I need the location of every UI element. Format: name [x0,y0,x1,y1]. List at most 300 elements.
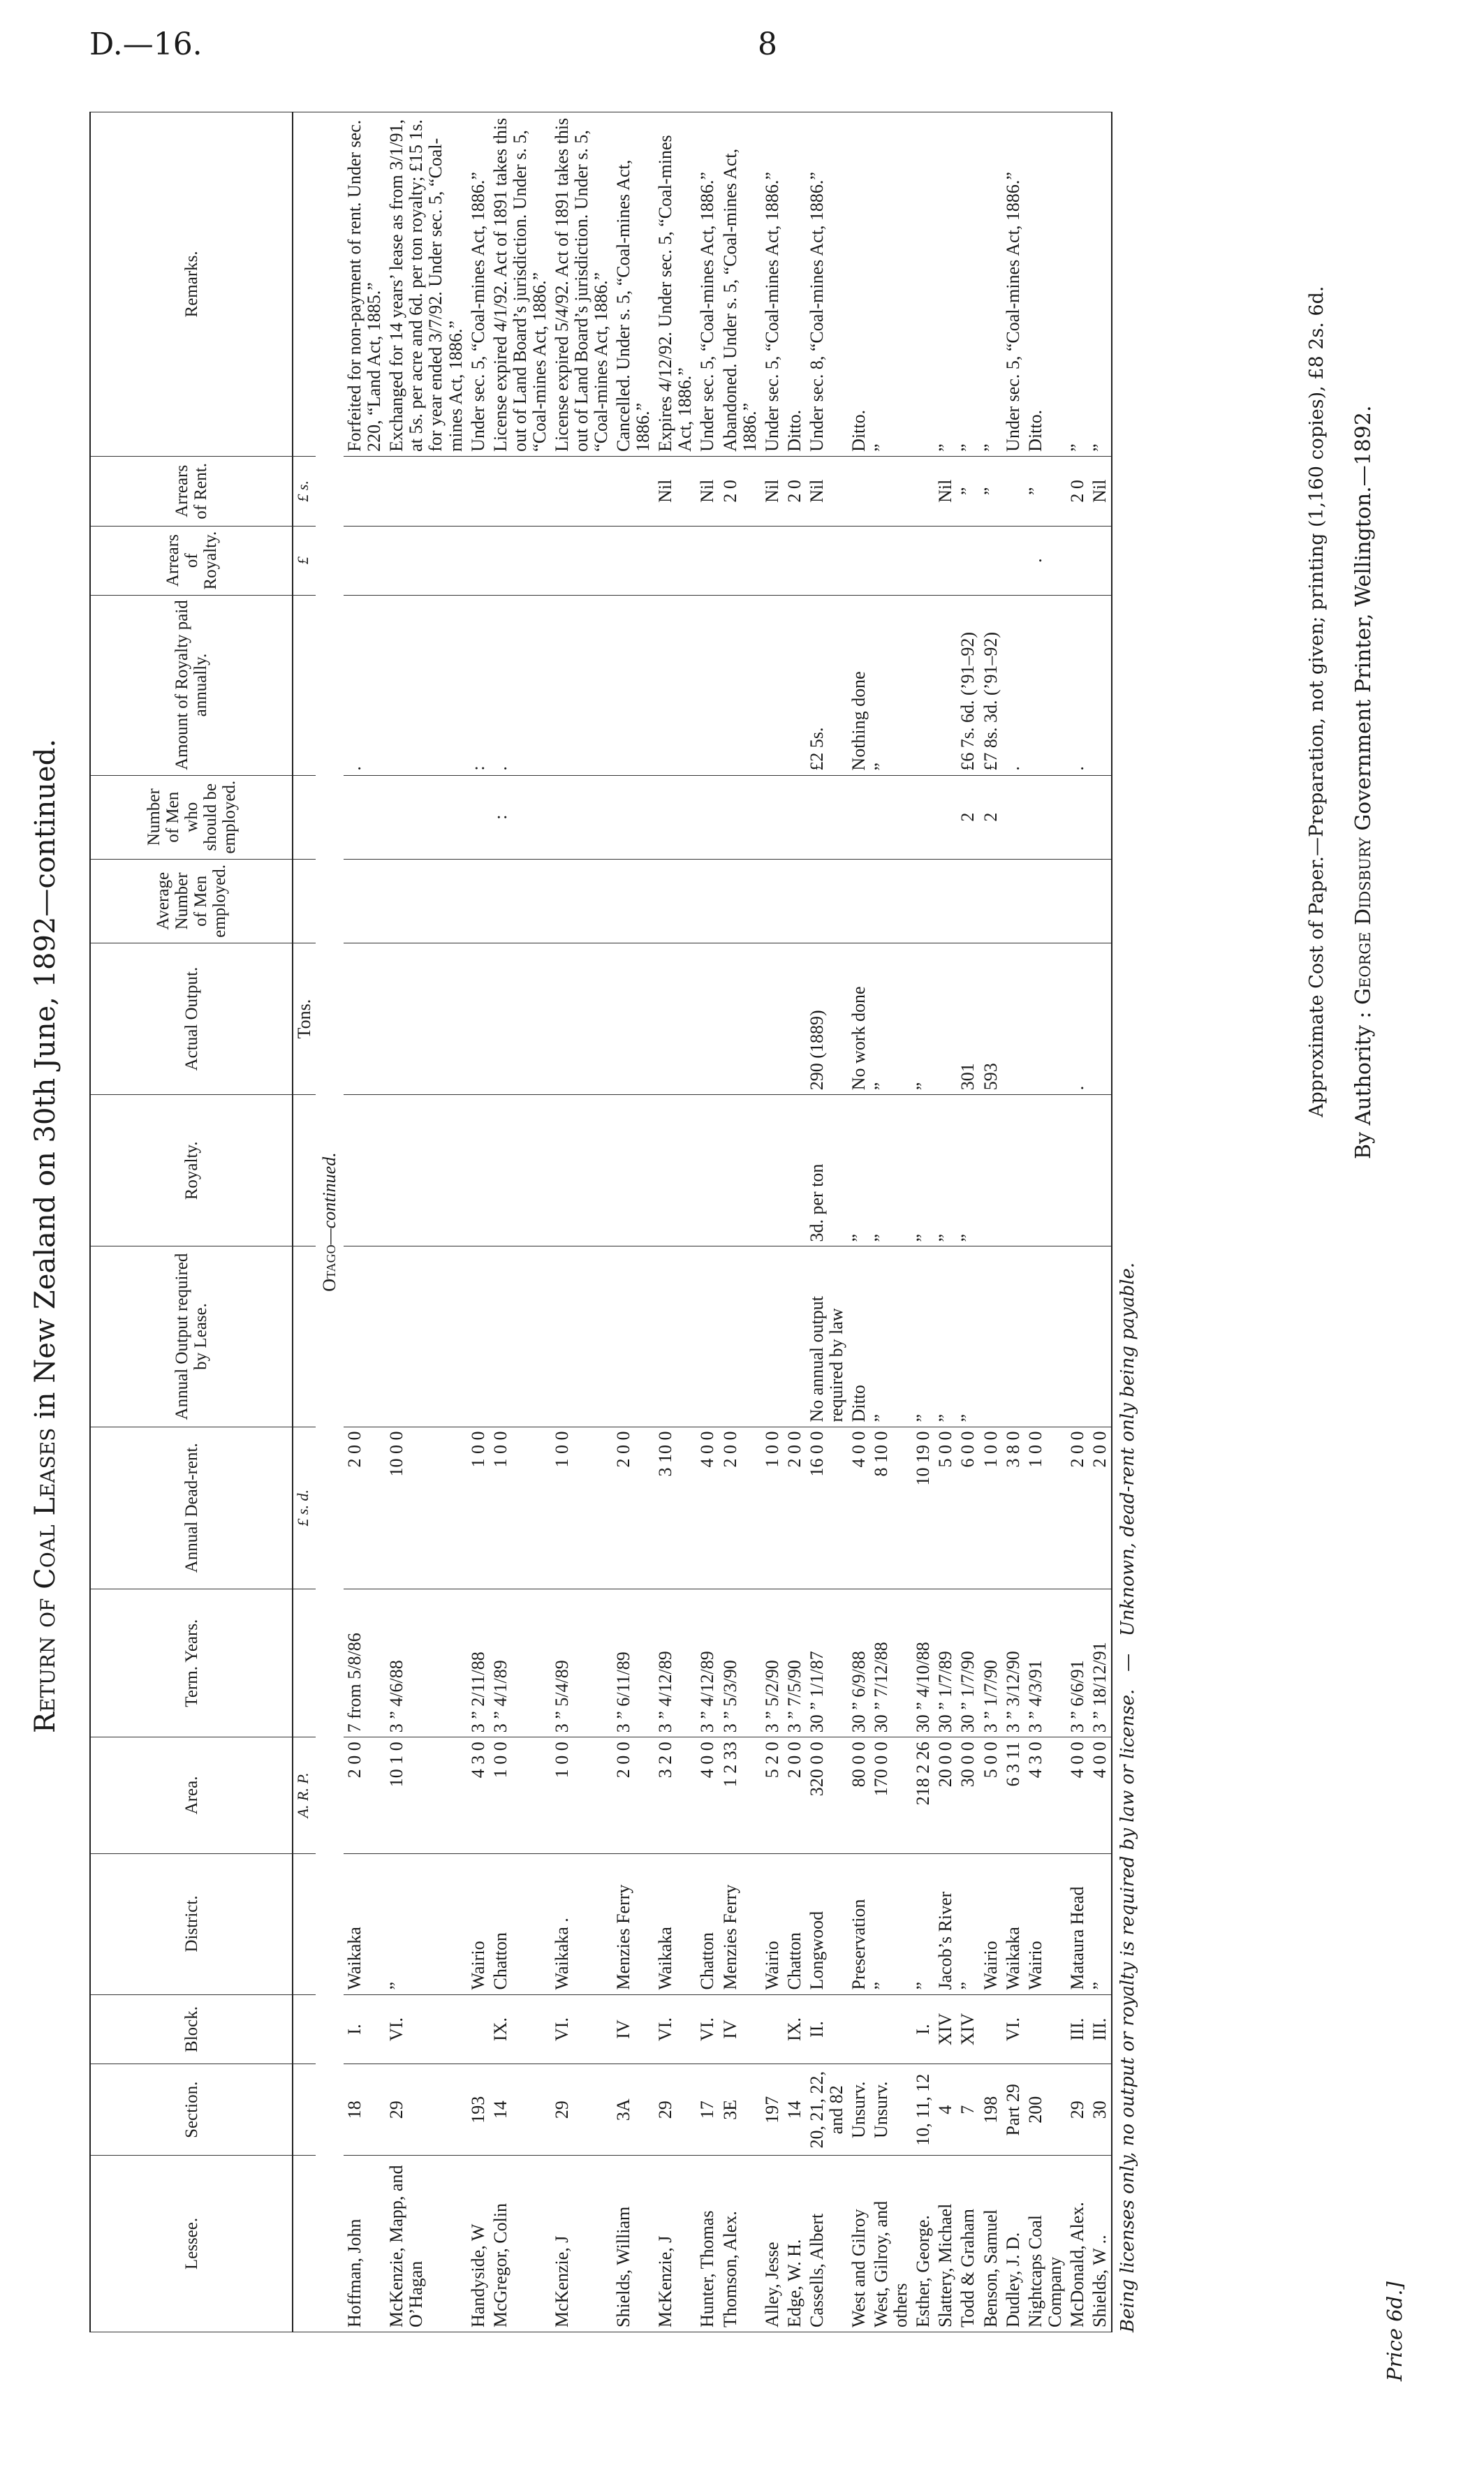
cell-royalty-paid [654,595,696,775]
cell-actual [1089,943,1112,1094]
cell-men-should: 2 [957,775,979,859]
cell-area: 2 0 0 [344,1737,385,1853]
cell-block [870,1994,912,2064]
cell-avg-men [848,859,870,943]
cell-block: VI. [654,1994,696,2064]
cell-actual [719,943,761,1094]
cell-term: 30 ” 1/7/90 [957,1589,979,1737]
cell-royalty-paid [934,595,957,775]
cell-area: 1 0 0 [551,1737,612,1853]
cell-lessee: Shields, W .. [1089,2156,1112,2332]
cell-avg-men [761,859,784,943]
cell-term: 30 ” 1/7/89 [934,1589,957,1737]
cell-section: 4 [934,2064,957,2156]
cell-avg-men [870,859,912,943]
authority-line [1351,405,1376,1159]
col-arrears-rent: Arrears of Rent. [90,456,293,526]
cell-actual [784,943,806,1094]
cell-arr-rent: 2 0 [719,456,761,526]
cell-section: 17 [696,2064,719,2156]
col-term: Term. Years. [90,1589,293,1737]
cell-arr-royalty [806,526,848,595]
table-row [719,112,761,2332]
cell-district: Chatton [784,1853,806,1994]
cell-arr-royalty [934,526,957,595]
cell-men-should [1002,775,1024,859]
cell-block: VI. [551,1994,612,2064]
cell-section: 3A [612,2064,654,2156]
cell-arr-royalty [612,526,654,595]
cell-block: I. [912,1994,934,2064]
cell-actual [761,943,784,1094]
cell-arr-rent [467,456,490,526]
cell-arr-rent: Nil [806,456,848,526]
price: Price 6d.] [1383,2281,1406,2381]
cell-avg-men [385,859,466,943]
cell-royalty-paid [912,595,934,775]
cell-term: 3 ” 5/3/90 [719,1589,761,1737]
cell-dead-rent: 3 8 0 [1002,1427,1024,1589]
cell-avg-men [719,859,761,943]
cell-dead-rent: 6 0 0 [957,1427,979,1589]
cell-remarks: Ditto. [848,112,870,457]
cell-section: 198 [980,2064,1002,2156]
cell-remarks: Under sec. 5, “Coal-mines Act, 1886.” [761,112,784,457]
cell-dead-rent: 2 0 0 [344,1427,385,1589]
table-row [696,112,719,2332]
cell-men-should [848,775,870,859]
cell-avg-men [934,859,957,943]
cell-block [1024,1994,1066,2064]
cell-area: 170 0 0 [870,1737,912,1853]
cell-dead-rent: 4 0 0 [848,1427,870,1589]
table-row [344,112,385,2332]
cell-royalty-paid: ” [870,595,912,775]
cell-actual [467,943,490,1094]
cell-section: Unsurv. [870,2064,912,2156]
cell-area: 4 0 0 [1089,1737,1112,1853]
cell-district: Mataura Head [1066,1853,1089,1994]
cell-actual: ” [870,943,912,1094]
cell-royalty-paid [761,595,784,775]
cell-area: 2 0 0 [612,1737,654,1853]
cell-avg-men [1002,859,1024,943]
cell-men-should [612,775,654,859]
cell-royalty [719,1095,761,1246]
cell-men-should [870,775,912,859]
cell-output-req [761,1246,784,1427]
cell-dead-rent: 2 0 0 [612,1427,654,1589]
cell-term: 30 ” 4/10/88 [912,1589,934,1737]
cell-actual [934,943,957,1094]
cell-lessee: McKenzie, Mapp, and O’Hagan [385,2156,466,2332]
cell-term: 3 ” 5/2/90 [761,1589,784,1737]
cell-dead-rent: 3 10 0 [654,1427,696,1589]
cell-remarks: License expired 4/1/92. Act of 1891 takes this out of Land Board’s jurisdiction. Under s. 5, “Coal-mines Act, 1886.” [490,112,551,457]
cell-avg-men [696,859,719,943]
cell-arr-rent: ” [980,456,1002,526]
unit-arrears-rent: £ s. [293,456,316,526]
cell-royalty-paid: . [490,595,551,775]
cell-term: 3 ” 3/12/90 [1002,1589,1024,1737]
cell-lessee: Esther, George. [912,2156,934,2332]
cell-output-req: ” [957,1246,979,1427]
cell-lessee: Handyside, W [467,2156,490,2332]
cell-lessee: Nightcaps Coal Company [1024,2156,1066,2332]
cell-section: Unsurv. [848,2064,870,2156]
cell-output-req [490,1246,551,1427]
cell-remarks: Ditto. [1024,112,1066,457]
cell-royalty-paid: £6 7s. 6d. (’91–92) [957,595,979,775]
units-cell [293,775,316,859]
cell-royalty: ” [870,1095,912,1246]
cell-royalty: ” [934,1095,957,1246]
cell-lessee: Alley, Jesse [761,2156,784,2332]
cell-actual: 290 (1889) [806,943,848,1094]
cell-section: 30 [1089,2064,1112,2156]
cell-arr-royalty [719,526,761,595]
cell-royalty [980,1095,1002,1246]
cell-district: Waikaka [344,1853,385,1994]
authority-suffix: Government Printer, Wellington.—1892. [1351,405,1376,838]
cell-district: Menzies Ferry [719,1853,761,1994]
cell-lessee: McGregor, Colin [490,2156,551,2332]
cell-block: I. [344,1994,385,2064]
cell-men-should [654,775,696,859]
units-cell [293,1246,316,1427]
cell-term: 3 ” 7/5/90 [784,1589,806,1737]
cell-term: 30 ” 6/9/88 [848,1589,870,1737]
cell-term: 3 ” 2/11/88 [467,1589,490,1737]
cell-block [980,1994,1002,2064]
cell-royalty [612,1095,654,1246]
cell-area: 2 0 0 [784,1737,806,1853]
cell-term: 3 ” 6/6/91 [1066,1589,1089,1737]
cell-term: 7 from 5/8/86 [344,1589,385,1737]
cell-dead-rent: 4 0 0 [696,1427,719,1589]
col-district: District. [90,1853,293,1994]
col-remarks: Remarks. [90,112,293,457]
cell-royalty: ” [912,1095,934,1246]
cell-lessee: Shields, William [612,2156,654,2332]
col-avg-men: Average Number of Men employed. [90,859,293,943]
cell-district: ” [957,1853,979,1994]
cell-actual [696,943,719,1094]
cell-arr-royalty [1089,526,1112,595]
cell-avg-men [1066,859,1089,943]
cell-royalty-paid [696,595,719,775]
cell-area: 320 0 0 [806,1737,848,1853]
units-cell [293,1095,316,1246]
page-number: 8 [758,27,777,62]
cell-arr-rent: ” [957,456,979,526]
cell-district: ” [870,1853,912,1994]
cell-term: 3 ” 4/3/91 [1024,1589,1066,1737]
cell-avg-men [784,859,806,943]
table-row [490,112,551,2332]
cell-remarks: Under sec. 8, “Coal-mines Act, 1886.” [806,112,848,457]
cell-royalty-paid: £2 5s. [806,595,848,775]
cell-lessee: West, Gilroy, and others [870,2156,912,2332]
cell-arr-rent [848,456,870,526]
table-row [957,112,979,2332]
cell-men-should [784,775,806,859]
cell-arr-royalty [1002,526,1024,595]
cell-actual: 301 [957,943,979,1094]
cell-royalty: ” [848,1095,870,1246]
cell-arr-rent [385,456,466,526]
cell-royalty [761,1095,784,1246]
cell-remarks: Under sec. 5, “Coal-mines Act, 1886.” [1002,112,1024,457]
cell-output-req [696,1246,719,1427]
cell-arr-royalty [1066,526,1089,595]
cell-men-should [344,775,385,859]
cell-block: VI. [696,1994,719,2064]
cell-arr-royalty [912,526,934,595]
table-row [385,112,466,2332]
cell-output-req [654,1246,696,1427]
table-row [1089,112,1112,2332]
cell-district: ” [912,1853,934,1994]
cell-dead-rent: 1 0 0 [490,1427,551,1589]
cell-arr-royalty [385,526,466,595]
cell-remarks: ” [934,112,957,457]
cell-arr-royalty [957,526,979,595]
cell-royalty [654,1095,696,1246]
cell-lessee: Dudley, J. D. [1002,2156,1024,2332]
cell-arr-rent: ” [1024,456,1066,526]
coal-leases-table [89,112,1112,2332]
cell-lessee: Hunter, Thomas [696,2156,719,2332]
cell-actual [385,943,466,1094]
units-cell [293,1853,316,1994]
cell-block: II. [806,1994,848,2064]
cell-arr-royalty: . [1024,526,1066,595]
cost-note: Approximate Cost of Paper.—Preparation, not given; printing (1,160 copies), £8 2s. 6d. [1306,286,1328,1117]
col-royalty-paid: Amount of Royalty paid annually. [90,595,293,775]
cell-arr-rent [490,456,551,526]
cell-actual [551,943,612,1094]
cell-avg-men [912,859,934,943]
cell-lessee: West and Gilroy [848,2156,870,2332]
cell-royalty [344,1095,385,1246]
cell-remarks: ” [957,112,979,457]
cell-district: Wairio [1024,1853,1066,1994]
cell-arr-royalty [490,526,551,595]
cell-term: 3 ” 4/6/88 [385,1589,466,1737]
table-row [1024,112,1066,2332]
cell-remarks: Exchanged for 14 years’ lease as from 3/1/91, at 5s. per acre and 6d. per ton royalty; £15 1s. for year ended 3/7/92. Under sec. 5, “Coal-mines Act, 1886.” [385,112,466,457]
units-cell [293,1589,316,1737]
cell-district: Waikaka [654,1853,696,1994]
cell-men-should: : [490,775,551,859]
cell-actual [654,943,696,1094]
cell-lessee: McKenzie, J [551,2156,612,2332]
cell-men-should [806,775,848,859]
cell-remarks: Cancelled. Under s. 5, “Coal-mines Act, 1886.” [612,112,654,457]
unit-arrears-royalty: £ [293,526,316,595]
units-cell [293,1994,316,2064]
cell-arr-royalty [784,526,806,595]
cell-arr-rent [1002,456,1024,526]
cell-term: 3 ” 5/4/89 [551,1589,612,1737]
cell-royalty [551,1095,612,1246]
cell-output-req: ” [870,1246,912,1427]
cell-arr-rent: Nil [761,456,784,526]
cell-royalty [467,1095,490,1246]
cell-block [467,1994,490,2064]
cell-district: Menzies Ferry [612,1853,654,1994]
cell-dead-rent: 1 0 0 [761,1427,784,1589]
cell-arr-royalty [761,526,784,595]
cell-royalty-paid [385,595,466,775]
units-row [293,112,316,2332]
cell-royalty [784,1095,806,1246]
cell-arr-rent: 2 0 [1066,456,1089,526]
header-row [90,112,293,2332]
unknown-output-note: Unknown, dead-rent only being payable. [1117,1262,1138,1637]
cell-men-should [912,775,934,859]
cell-term: 3 ” 6/11/89 [612,1589,654,1737]
cell-royalty [385,1095,466,1246]
table-row [612,112,654,2332]
cell-section: 20, 21, 22, and 82 [806,2064,848,2156]
cell-arr-royalty [696,526,719,595]
cell-avg-men [490,859,551,943]
col-block: Block. [90,1994,293,2064]
unit-tons: Tons. [293,943,316,1094]
cell-district: Jacob’s River [934,1853,957,1994]
cell-royalty-paid [1089,595,1112,775]
cell-block: XIV [934,1994,957,2064]
cell-remarks [912,112,934,457]
cell-area: 5 0 0 [980,1737,1002,1853]
cell-actual [344,943,385,1094]
col-output-required: Annual Output required by Lease. [90,1246,293,1427]
col-lessee: Lessee. [90,2156,293,2332]
cell-remarks: ” [1089,112,1112,457]
cell-arr-rent: 2 0 [784,456,806,526]
cell-output-req [467,1246,490,1427]
cell-lessee: Cassells, Albert [806,2156,848,2332]
cell-area: 218 2 26 [912,1737,934,1853]
cell-avg-men [654,859,696,943]
cell-arr-royalty [344,526,385,595]
cell-block: III. [1089,1994,1112,2064]
cell-avg-men [957,859,979,943]
table-row [934,112,957,2332]
cell-arr-rent [912,456,934,526]
table-row [848,112,870,2332]
units-cell [293,112,316,457]
cell-men-should [1024,775,1066,859]
cell-block [848,1994,870,2064]
cell-arr-royalty [980,526,1002,595]
cell-lessee: Todd & Graham [957,2156,979,2332]
table-row [1002,112,1024,2332]
cell-royalty-paid: : [467,595,490,775]
col-arrears-royalty: Arrears of Royalty. [90,526,293,595]
cell-royalty-paid [612,595,654,775]
cell-district: Chatton [696,1853,719,1994]
cell-remarks: Under sec. 5, “Coal-mines Act, 1886.” [467,112,490,457]
cell-avg-men [806,859,848,943]
units-cell [293,595,316,775]
cell-section: 29 [654,2064,696,2156]
cell-area: 4 0 0 [1066,1737,1089,1853]
cell-lessee: Edge, W. H. [784,2156,806,2332]
cell-output-req [385,1246,466,1427]
cell-output-req [1089,1246,1112,1427]
cell-actual [490,943,551,1094]
table-row [551,112,612,2332]
cell-royalty [1089,1095,1112,1246]
table-row [467,112,490,2332]
region-name: Otago [319,1244,340,1292]
cell-area: 4 3 0 [1024,1737,1066,1853]
cell-term: 30 ” 7/12/88 [870,1589,912,1737]
cell-avg-men [344,859,385,943]
table-body [293,112,1112,2332]
cell-avg-men [1024,859,1066,943]
cell-block: VI. [1002,1994,1024,2064]
cell-block: III. [1066,1994,1089,2064]
cell-royalty: ” [957,1095,979,1246]
cell-actual [1024,943,1066,1094]
col-section: Section. [90,2064,293,2156]
title-rest: in New Zealand on 30th June, 1892—continued. [29,738,61,1419]
table-row [784,112,806,2332]
cell-lessee: Thomson, Alex. [719,2156,761,2332]
cell-output-req [1024,1246,1066,1427]
cell-term: 3 ” 18/12/91 [1089,1589,1112,1737]
cell-term: 3 ” 1/7/90 [980,1589,1002,1737]
cell-royalty-paid: . [1002,595,1024,775]
cell-district: ” [1089,1853,1112,1994]
table-row [1066,112,1089,2332]
cell-term: 3 ” 4/12/89 [654,1589,696,1737]
cell-dead-rent: 16 0 0 [806,1427,848,1589]
cell-output-req: Ditto [848,1246,870,1427]
cell-block: IX. [784,1994,806,2064]
cell-output-req [784,1246,806,1427]
cell-dead-rent: 5 0 0 [934,1427,957,1589]
col-area: Area. [90,1737,293,1853]
cell-arr-royalty [870,526,912,595]
cell-area: 6 3 11 [1002,1737,1024,1853]
authority-prefix: By Authority : [1351,1004,1376,1159]
cell-section: 193 [467,2064,490,2156]
cell-royalty [696,1095,719,1246]
cell-actual: No work done [848,943,870,1094]
col-actual-output: Actual Output. [90,943,293,1094]
printer-name: George Didsbury [1351,837,1376,1005]
cell-dead-rent: 1 0 0 [551,1427,612,1589]
region-continued: —continued. [319,1152,340,1245]
cell-men-should [551,775,612,859]
cell-block: XIV [957,1994,979,2064]
licences-note: Being licenses only, no output or royalty is required by law or license. [1117,1689,1138,2332]
cell-output-req [980,1246,1002,1427]
cell-section: 7 [957,2064,979,2156]
cell-royalty: 3d. per ton [806,1095,848,1246]
cell-district: Chatton [490,1853,551,1994]
page-title [29,84,61,2388]
cell-actual: ” [912,943,934,1094]
cell-section: 29 [385,2064,466,2156]
cell-output-req [612,1246,654,1427]
cell-area: 3 2 0 [654,1737,696,1853]
